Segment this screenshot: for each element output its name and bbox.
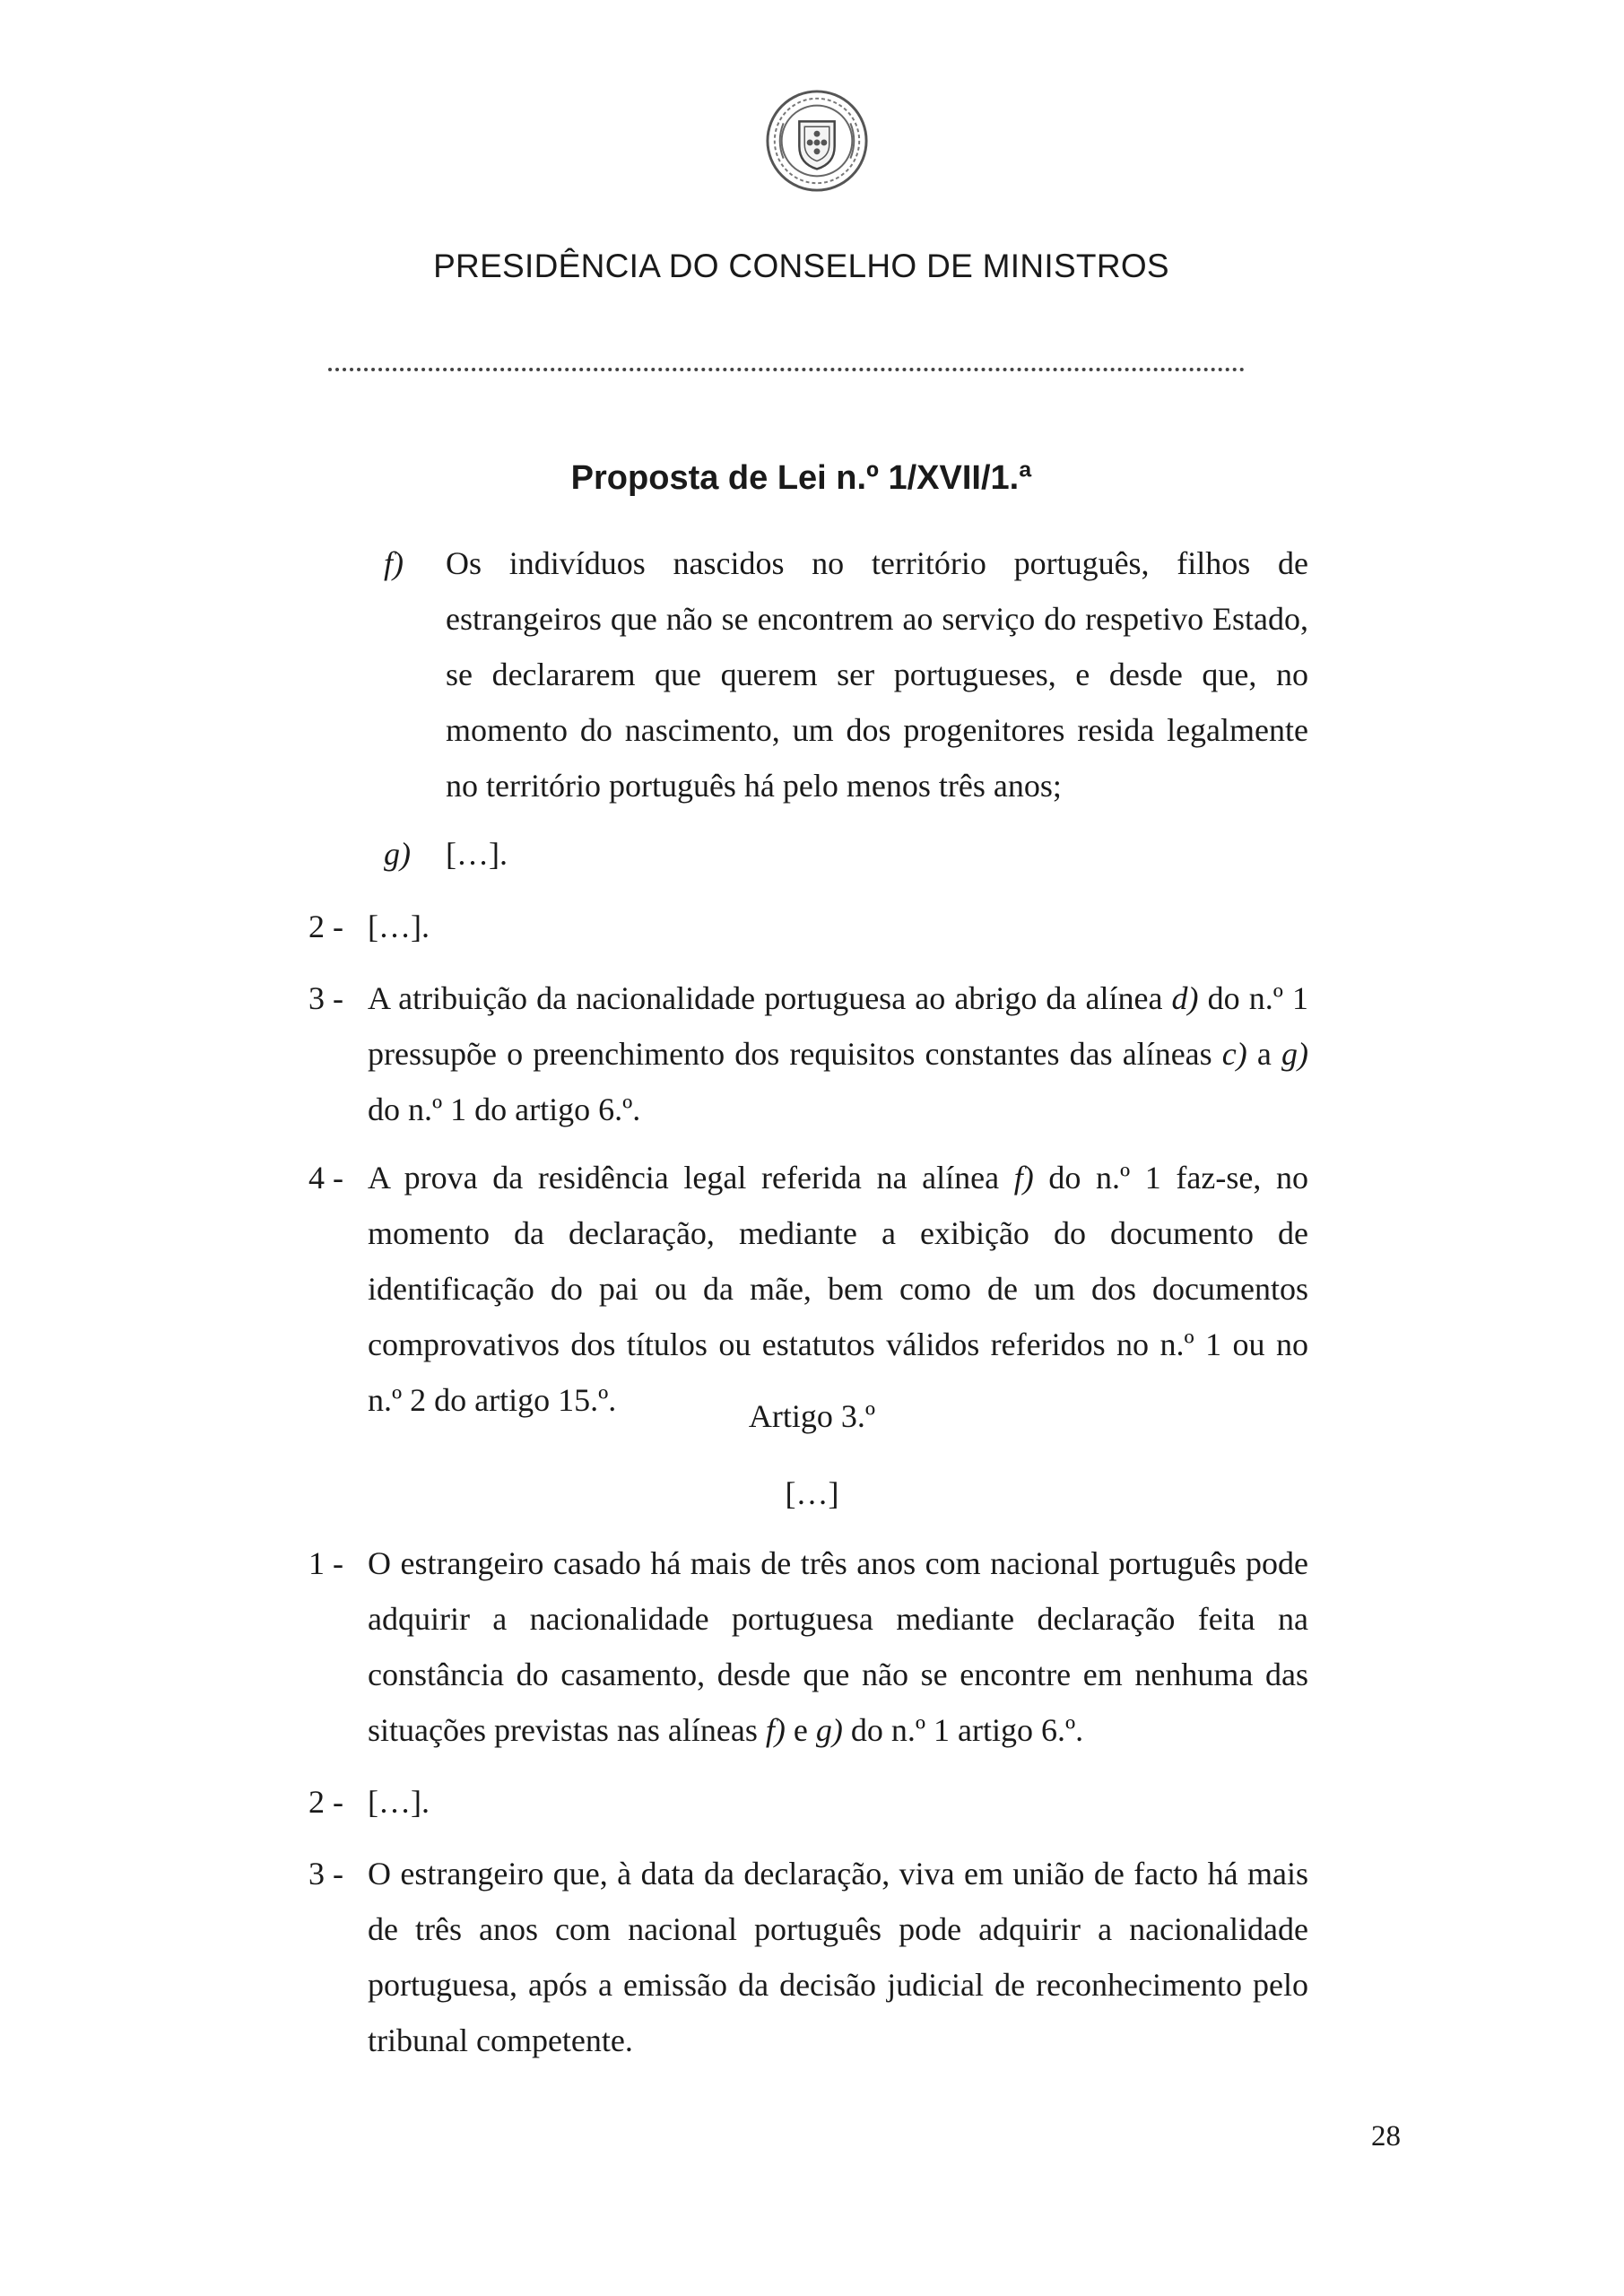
article-heading: Artigo 3.º <box>748 1398 876 1434</box>
article-paragraph-3-number: 3 - <box>308 1856 343 1892</box>
alinea-f-label: f) <box>384 545 404 581</box>
article-subheading: […] <box>785 1475 839 1511</box>
article-paragraph-2-number: 2 - <box>308 1784 343 1820</box>
alinea-g-text: […]. <box>446 836 508 872</box>
header-dotted-divider <box>328 368 1245 371</box>
paragraph-4-text: A prova da residência legal referida na alínea f) do n.º 1 faz-se, no momento da declaração, mediante a exibição do documento de identificação do pai ou da mãe, bem como de um dos documentos comprovativos dos títulos ou estatutos válidos referidos no n.º 1 ou no n.º 2 do artigo 15.º. <box>368 1160 1308 1418</box>
article-paragraph-2-text: […]. <box>368 1784 430 1820</box>
document-title: Proposta de Lei n.º 1/XVII/1.ª <box>570 459 1032 497</box>
paragraph-4-number: 4 - <box>308 1160 343 1196</box>
alinea-f-text: Os indivíduos nascidos no território português, filhos de estrangeiros que não se encontrem ao serviço do respetivo Estado, se declararem que querem ser portugueses, e desde que, no momento do nascimento, um dos progenitores resida legalmente no território português há pelo menos três anos; <box>446 545 1308 804</box>
page-number: 28 <box>1371 2120 1401 2152</box>
coat-of-arms-emblem <box>764 88 870 194</box>
article-paragraph-1-number: 1 - <box>308 1545 343 1581</box>
article-paragraph-1-text: O estrangeiro casado há mais de três anos com nacional português pode adquirir a nacionalidade portuguesa mediante declaração feita na constância do casamento, desde que não se encontre em nenhuma das situações previstas nas alíneas f) e g) do n.º 1 artigo 6.º. <box>368 1545 1308 1748</box>
paragraph-2-number: 2 - <box>308 909 343 944</box>
article-paragraph-3-text: O estrangeiro que, à data da declaração, viva em união de facto há mais de três anos com nacional português pode adquirir a nacionalidade portuguesa, após a emissão da decisão judicial de reconhecimento pelo tribunal competente. <box>368 1856 1308 2058</box>
paragraph-3-text: A atribuição da nacionalidade portuguesa ao abrigo da alínea d) do n.º 1 pressupõe o preenchimento dos requisitos constantes das alíneas c) a g) do n.º 1 do artigo 6.º. <box>368 980 1308 1127</box>
paragraph-2-text: […]. <box>368 909 430 944</box>
paragraph-3-number: 3 - <box>308 980 343 1016</box>
alinea-g-label: g) <box>384 836 411 872</box>
ministry-header: PRESIDÊNCIA DO CONSELHO DE MINISTROS <box>433 248 1169 284</box>
